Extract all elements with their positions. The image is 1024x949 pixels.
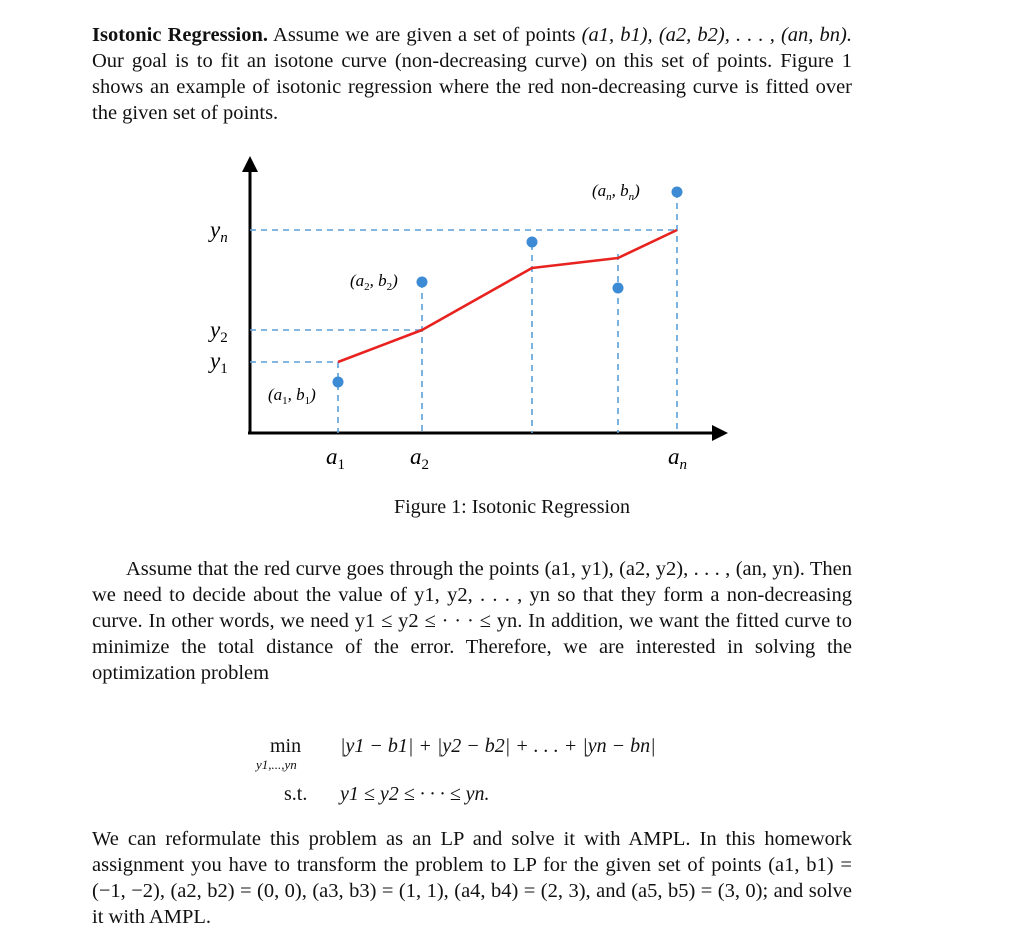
data-point-2 — [417, 277, 428, 288]
constraint: y1 ≤ y2 ≤ · · · ≤ yn. — [340, 783, 490, 805]
y-label-yn: $y_n$ — [210, 217, 228, 246]
intro-sentence-3: Figure 1 shows an example of isotonic regression where the red non-decreasing curve is fitted over the given set of points. — [92, 50, 852, 124]
data-point-4 — [613, 283, 624, 294]
x-label-a1: $a_1$ — [326, 444, 345, 473]
y-axis-arrow — [242, 156, 258, 172]
section-title: Isotonic Regression. — [92, 24, 269, 46]
body-paragraph-2 — [92, 556, 852, 686]
min-subscript: y1,...,yn — [256, 757, 297, 772]
final-text: We can reformulate this problem as an LP and solve it with AMPL. In this homework assignment you have to transform the problem to LP for the given set of points (a1, b1) = (−1, −2), (a2, b2) = (0, 0), (a3, b3) = (1, 1), (a4, b4) = (2, 3), and (a5, b5) = (3, 0); and solve it with AMPL. — [92, 828, 852, 928]
figure-caption: Figure 1: Isotonic Regression — [393, 496, 631, 518]
intro-sentence-1: Assume we are given a set of points — [273, 24, 576, 46]
x-axis-arrow — [712, 425, 728, 441]
optimization-problem — [240, 733, 800, 823]
st-label: s.t. — [284, 783, 308, 805]
y-label-y1: $y_1$ — [210, 348, 228, 377]
y-label-y2: $y_2$ — [210, 317, 228, 346]
body2-line-1: Assume that the red curve goes through the points (a1, y1), (a2, y2), . . . , (an, yn). — [126, 558, 805, 580]
point-label-n: ($a_n$, $b_n$) — [592, 181, 640, 203]
intro-paragraph — [92, 22, 852, 126]
body2-line-2: Then we need to decide about the value of y1, y2, . . . , yn so that they form a non-decreasing curve. In other words, we need y1 ≤ y2 ≤ · · · ≤ yn. In addition, we want the fitted curve to minimize the total distance of the error. Therefore, we are interested in solving the optimization problem — [92, 558, 852, 684]
objective-function: |y1 − b1| + |y2 − b2| + . . . + |yn − bn| — [340, 735, 656, 757]
data-point-n — [672, 187, 683, 198]
point-label-2: ($a_2$, $b_2$) — [350, 271, 398, 293]
data-point-1 — [333, 377, 344, 388]
intro-points-seq: (a1, b1), (a2, b2), . . . , (an, bn). — [581, 24, 853, 46]
x-label-a2: $a_2$ — [410, 444, 429, 473]
min-label: min — [270, 735, 302, 757]
data-point-3 — [527, 237, 538, 248]
x-label-an: $a_n$ — [668, 444, 687, 473]
point-label-1: ($a_1$, $b_1$) — [268, 385, 316, 407]
final-paragraph — [92, 826, 852, 930]
intro-sentence-2: Our goal is to fit an isotone curve (non-decreasing curve) on this set of points. — [92, 50, 773, 72]
fitted-curve — [338, 230, 677, 362]
isotonic-regression-figure — [180, 150, 760, 480]
